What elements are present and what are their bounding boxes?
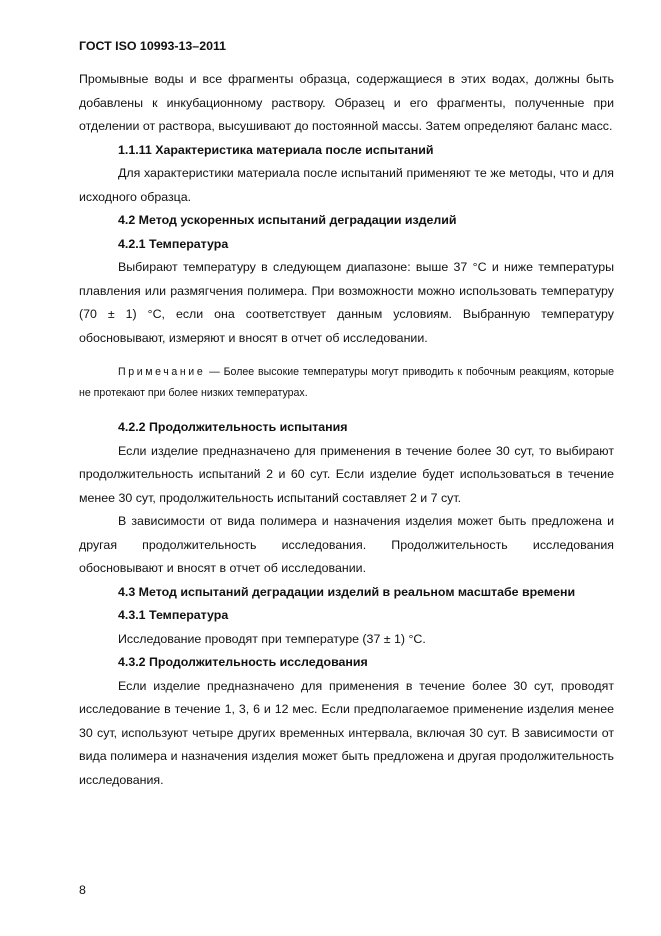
section-heading: 4.3 Метод испытаний деградации изделий в реальном масштабе времени <box>118 584 576 599</box>
note-paragraph <box>79 362 614 404</box>
section-heading: 1.1.11 Характеристика материала после испытаний <box>118 142 434 157</box>
note-label: Примечание <box>118 366 206 378</box>
section-heading: 4.3.1 Температура <box>118 608 229 622</box>
section-heading: 4.2.2 Продолжительность испытания <box>118 420 348 434</box>
document-body <box>79 68 614 792</box>
document-header: ГОСТ ISO 10993-13–2011 <box>79 39 227 53</box>
body-paragraph: Выбирают температуру в следующем диапазоне: выше 37 °C и ниже температуры плавления или размягчения полимера. При возможности можно использовать температуру (70 ± 1) °C, если она соответствует данным условиям. Выбранную температуру обосновывают, измеряют и вносят в отчет об исследовании. <box>79 260 614 345</box>
body-paragraph: Если изделие предназначено для применения в течение более 30 сут, то выбирают продолжительность испытаний 2 и 60 сут. Если изделие будет использоваться в течение менее 30 сут, продолжительность испытаний составляет 2 и 7 сут. <box>79 443 614 505</box>
page-number: 8 <box>79 883 86 897</box>
section-heading: 4.3.2 Продолжительность исследования <box>118 655 368 669</box>
body-paragraph: Исследование проводят при температуре (37 ± 1) °C. <box>118 631 426 646</box>
body-paragraph: Промывные воды и все фрагменты образца, содержащиеся в этих водах, должны быть добавлены к инкубационному раствору. Образец и его фрагменты, полученные при отделении от раствора, высушивают до постоянной массы. Затем определяют баланс масс. <box>79 72 614 133</box>
note-text: — Более высокие температуры могут приводить к побочным реакциям, которые не протекают при более низких температурах. <box>79 366 614 399</box>
section-heading: 4.2.1 Температура <box>118 236 229 251</box>
body-paragraph: В зависимости от вида полимера и назначения изделия может быть предложена и другая продолжительность исследования. Продолжительность исследования обосновывают и вносят в отчет об исследовании. <box>79 514 614 575</box>
body-paragraph: Если изделие предназначено для применения в течение более 30 сут, проводят исследование в течение 1, 3, 6 и 12 мес. Если предполагаемое применение изделия менее 30 сут, используют четыре других временных интервала, включая 30 сут. В зависимости от вида полимера и назначения изделия может быть предложена и другая продолжительность исследования. <box>79 678 614 787</box>
section-heading: 4.2 Метод ускоренных испытаний деградации изделий <box>118 213 457 227</box>
body-paragraph: Для характеристики материала после испытаний применяют те же методы, что и для исходного образца. <box>79 166 614 204</box>
